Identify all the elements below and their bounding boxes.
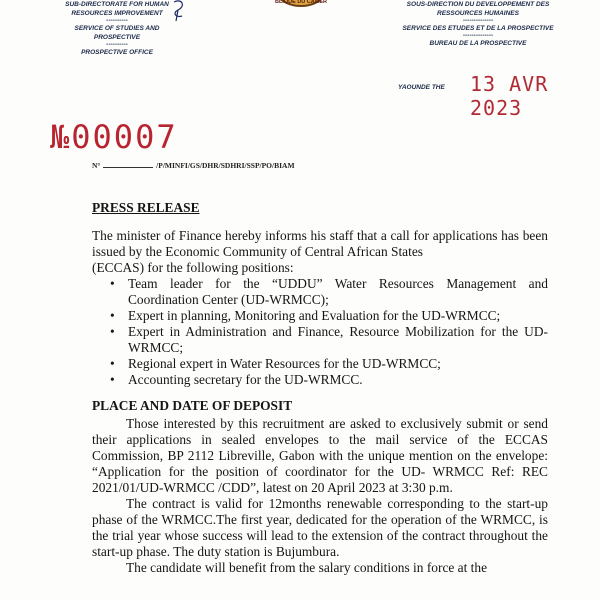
location-label: YAOUNDE THE [398,84,445,91]
header-left-separator: ---------- [106,41,128,48]
positions-list [92,276,548,388]
header-right-block [398,0,558,48]
reference-suffix: /P/MINFI/GS/DHR/SDHRI/SSP/PO/BIAM [156,161,295,170]
header-right-line: BUREAU DE LA PROSPECTIVE [429,40,527,47]
header-left-line: PROSPECTIVE OFFICE [81,49,153,56]
header-left-line: PROSPECTIVE [93,34,141,41]
header-right-line: RESSOURCES HUMAINES [437,10,519,17]
reference-prefix: N° [92,161,101,170]
body-paragraph: The candidate will benefit from the salary conditions in force at the [126,560,488,575]
header-right-separator: -------------- [462,32,494,39]
document-body [92,200,548,576]
list-item: • Regional expert in Water Resources for the UD-WRMCC; [92,356,548,372]
intro-paragraph: The minister of Finance hereby informs his staff that a call for applications has been issued by the Economic Community of Central African States [92,228,548,259]
reference-line [92,160,295,170]
list-item: • Expert in Administration and Finance, Resource Mobilization for the UD-WRMCC; [92,324,548,356]
reference-number-stamp: №00007 [50,118,178,156]
header-right-line: SERVICE DES ETUDES ET DE LA PROSPECTIVE [402,25,554,32]
section-title: PLACE AND DATE OF DEPOSIT [92,398,293,413]
date-stamp: 13 AVR 2023 [470,72,549,120]
list-item: • Expert in planning, Monitoring and Evaluation for the UD-WRMCC; [92,308,548,324]
header-left-block [58,0,176,57]
seal-text: BLIQUE DU CAMER [275,0,327,5]
signature-mark [168,0,192,22]
header-right-line: SOUS-DIRECTION DU DEVELOPPEMENT DES [406,1,550,8]
body-paragraph: The contract is valid for 12months renewable corresponding to the start-up phase of the WRMCC.The first year, dedicated for the operation of the WRMCC, is the trial year whose success will lead to the extension of the contract throughout the start-up phase. The duty station is Bujumbura. [92,496,548,559]
header-right-separator: -------------- [462,17,494,24]
intro-continuation: (ECCAS) for the following positions: [92,260,294,275]
header-left-separator: ---------- [106,17,128,24]
body-paragraph: Those interested by this recruitment are asked to exclusively submit or send their applications in sealed envelopes to the mail service of the ECCAS Commission, BP 2112 Libreville, Gabon with the unique mention on the envelope: “Application for the position of coordinator for the UD- WRMCC Ref: REC 2021/01/UD-WRMCC /CDD”, latest on 20 April 2023 at 3:30 p.m. [92,416,548,495]
document-title: PRESS RELEASE [92,200,200,215]
reference-blank [103,160,153,168]
header-left-line: SUB-DIRECTORATE FOR HUMAN [65,1,169,8]
list-item: • Team leader for the “UDDU” Water Resources Management and Coordination Center (UD-WRMCC); [92,276,548,308]
list-item: • Accounting secretary for the UD-WRMCC. [92,372,548,388]
header-left-line: SERVICE OF STUDIES AND [74,25,160,32]
header-left-line: RESOURCES IMPROVEMENT [71,10,163,17]
official-seal-icon [264,0,338,10]
